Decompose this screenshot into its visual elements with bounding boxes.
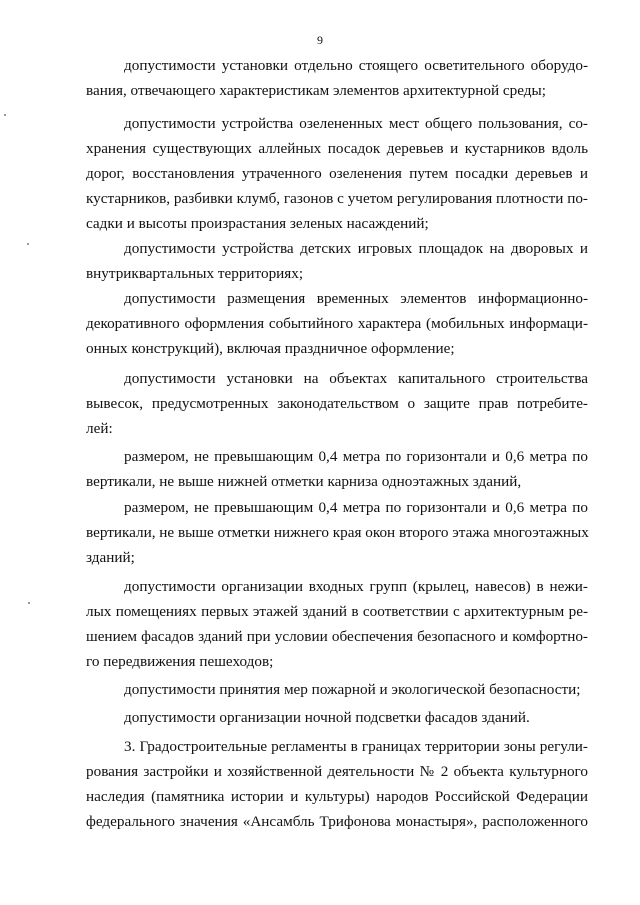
text-line: размером, не превышающим 0,4 метра по горизонтали и 0,6 метра по — [124, 448, 588, 465]
text-line: вертикали, не выше нижней отметки карниза одноэтажных зданий, — [86, 473, 522, 490]
text-line: садки и высоты произрастания зеленых насаждений; — [86, 215, 429, 232]
text-line: го передвижения пешеходов; — [86, 653, 274, 670]
text-line: зданий; — [86, 549, 135, 566]
text-line: рования застройки и хозяйственной деятельности № 2 объекта культурного — [86, 763, 588, 780]
text-line: размером, не превышающим 0,4 метра по горизонтали и 0,6 метра по — [124, 499, 588, 516]
text-line: допустимости устройства озелененных мест общего пользования, со- — [124, 115, 588, 132]
text-line: внутриквартальных территориях; — [86, 265, 304, 282]
text-line: федерального значения «Ансамбль Трифонова монастыря», расположенного — [86, 813, 588, 830]
text-line: лей: — [86, 420, 113, 437]
scan-speck — [27, 243, 29, 245]
scan-speck — [4, 114, 6, 116]
text-line: онных конструкций), включая праздничное оформление; — [86, 340, 455, 357]
text-line: декоративного оформления событийного характера (мобильных информаци- — [86, 315, 588, 332]
text-line: вания, отвечающего характеристикам элементов архитектурной среды; — [86, 82, 546, 99]
text-line: допустимости размещения временных элементов информационно- — [124, 290, 588, 307]
text-line: допустимости установки на объектах капитального строительства — [124, 370, 588, 387]
text-line: вертикали, не выше отметки нижнего края окон второго этажа многоэтажных — [86, 524, 589, 541]
text-line: хранения существующих аллейных посадок деревьев и кустарников вдоль — [86, 140, 588, 157]
page-number: 9 — [317, 33, 323, 47]
text-line: дорог, восстановления утраченного озеленения путем посадки деревьев и — [86, 165, 588, 182]
scan-speck — [28, 602, 30, 604]
text-line: допустимости устройства детских игровых площадок на дворовых и — [124, 240, 588, 257]
text-line: 3. Градостроительные регламенты в границах территории зоны регули- — [124, 738, 588, 755]
text-line: кустарников, разбивки клумб, газонов с учетом регулирования плотности по- — [86, 190, 588, 207]
text-line: вывесок, предусмотренных законодательством о защите прав потребите- — [86, 395, 588, 412]
text-line: шением фасадов зданий при условии обеспечения безопасного и комфортно- — [86, 628, 588, 645]
text-line: допустимости организации ночной подсветки фасадов зданий. — [124, 709, 530, 726]
text-line: допустимости установки отдельно стоящего осветительного оборудо- — [124, 57, 588, 74]
text-line: допустимости принятия мер пожарной и экологической безопасности; — [124, 681, 581, 698]
text-line: допустимости организации входных групп (крылец, навесов) в нежи- — [124, 578, 588, 595]
text-line: лых помещениях первых этажей зданий в соответствии с архитектурным ре- — [86, 603, 588, 620]
text-line: наследия (памятника истории и культуры) народов Российской Федерации — [86, 788, 588, 805]
